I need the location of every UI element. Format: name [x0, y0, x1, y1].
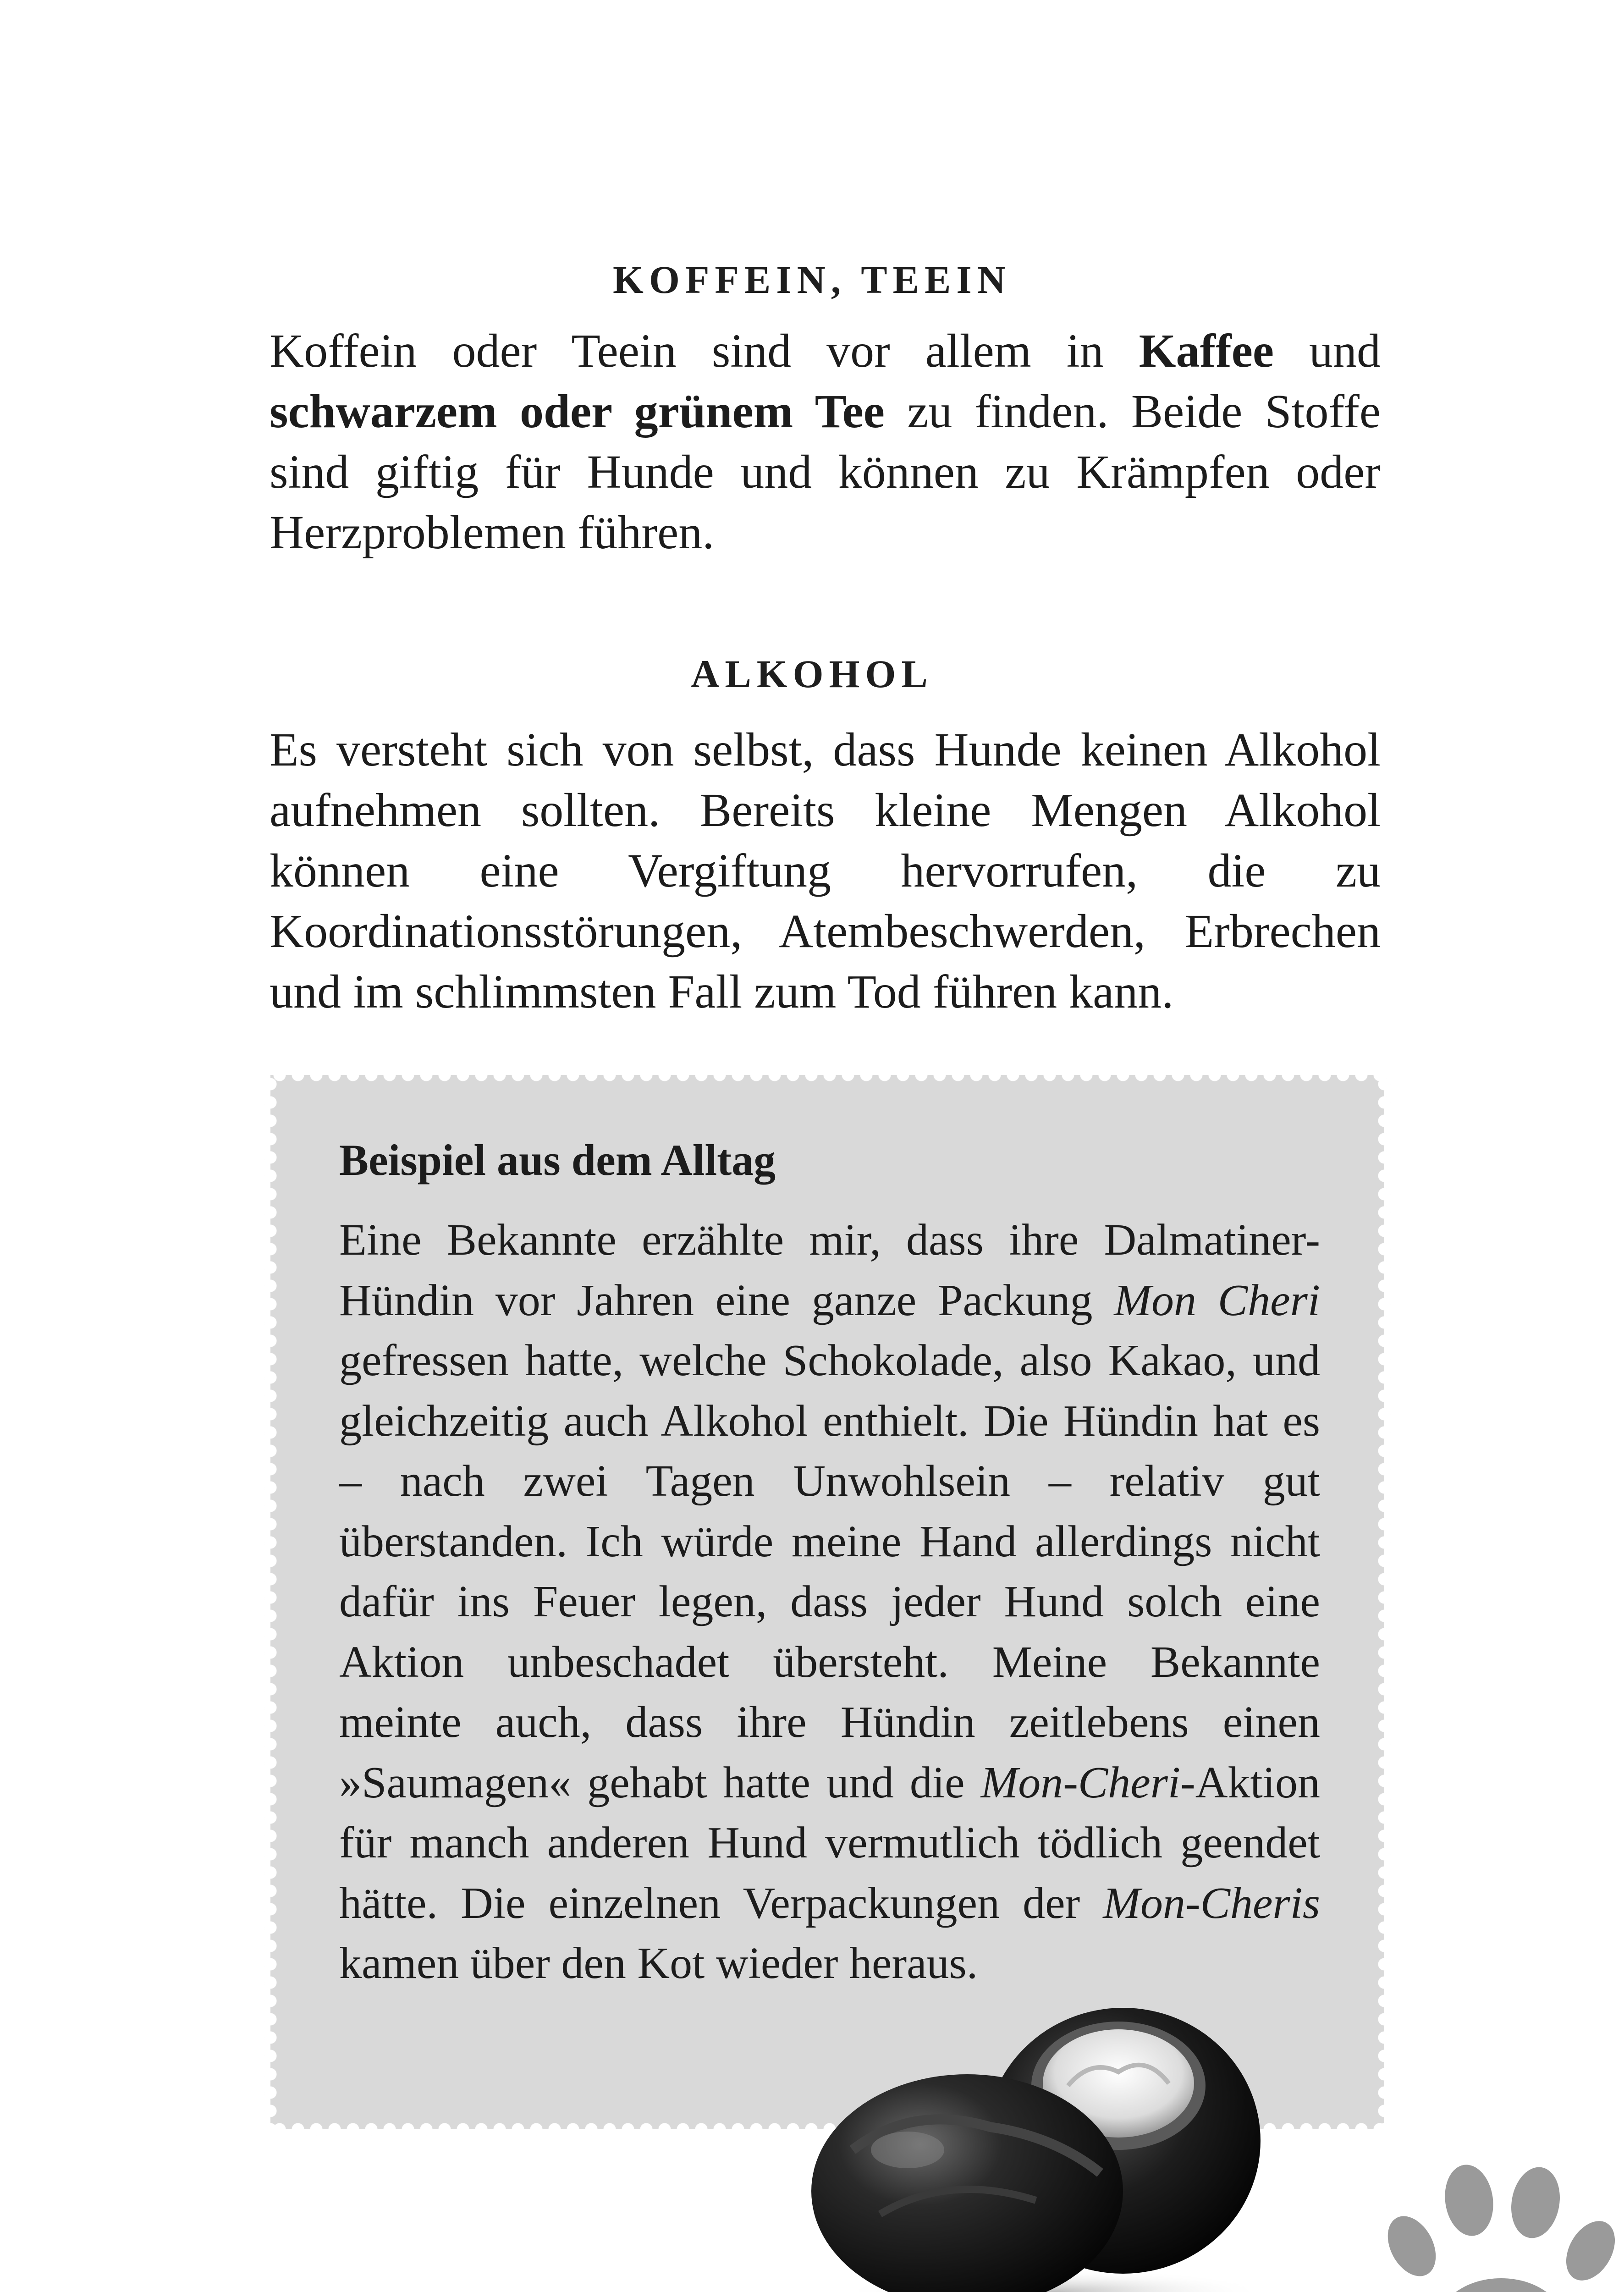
text-span: Eine Bekannte erzählte mir, dass ihre Dalmatiner-Hündin vor Jahren eine ganze Packung	[339, 1215, 1320, 1325]
box-title: Beispiel aus dem Alltag	[339, 1135, 776, 1185]
box-edge-top	[270, 1067, 1384, 1083]
bold-kaffee: Kaffee	[1139, 325, 1274, 377]
italic-mon-cheri: Mon Cheri	[1114, 1275, 1320, 1325]
paragraph-koffein	[270, 321, 1381, 563]
heading-koffein-teein: KOFFEIN, TEEIN	[613, 258, 1011, 302]
text-span: gefressen hatte, welche Schokolade, also Kakao, und gleichzeitig auch Alkohol enthielt. Die Hündin hat es – nach zwei Tagen Unwohlsein – relativ gut überstanden. Ich würde meine Hand allerdings nicht dafür ins Feuer legen, dass jeder Hund solch eine Aktion unbeschadet übersteht. Meine Bekannte meinte auch, dass ihre Hündin zeitlebens einen »Saumagen« gehabt hatte und die	[339, 1336, 1320, 1807]
text-span: kamen über den Kot wieder heraus.	[339, 1939, 978, 1988]
text-span: zu finden. Beide Stoffe sind giftig für Hunde und können zu Krämpfen oder Herzproblemen führen.	[270, 385, 1381, 559]
italic-mon-cheris: Mon-Cheris	[1103, 1878, 1320, 1928]
text-span: -Aktion für manch anderen Hund vermutlich tödlich geendet hätte. Die einzelnen Verpackungen der	[339, 1758, 1320, 1928]
heading-alkohol: ALKOHOL	[691, 652, 933, 696]
bold-tee: schwarzem oder grünem Tee	[270, 385, 885, 438]
paw-print-icon	[1384, 2164, 1623, 2292]
box-paragraph	[339, 1210, 1320, 1994]
text-span: und	[1274, 325, 1381, 377]
box-edge-left	[263, 1075, 278, 2129]
text-span: Koffein oder Teein sind vor allem in	[270, 325, 1139, 377]
box-edge-right	[1376, 1075, 1392, 2129]
paragraph-alkohol: Es versteht sich von selbst, dass Hunde keinen Alkohol aufnehmen sollten. Bereits kleine Mengen Alkohol können eine Vergiftung hervorrufen, die zu Koordinationsstörungen, Atembeschwerden, Erbrechen und im schlimmsten Fall zum Tod führen kann.	[270, 723, 1381, 1018]
italic-mon-cheri: Mon-Cheri	[980, 1758, 1181, 1807]
chocolate-pralines-photo	[798, 1999, 1293, 2292]
